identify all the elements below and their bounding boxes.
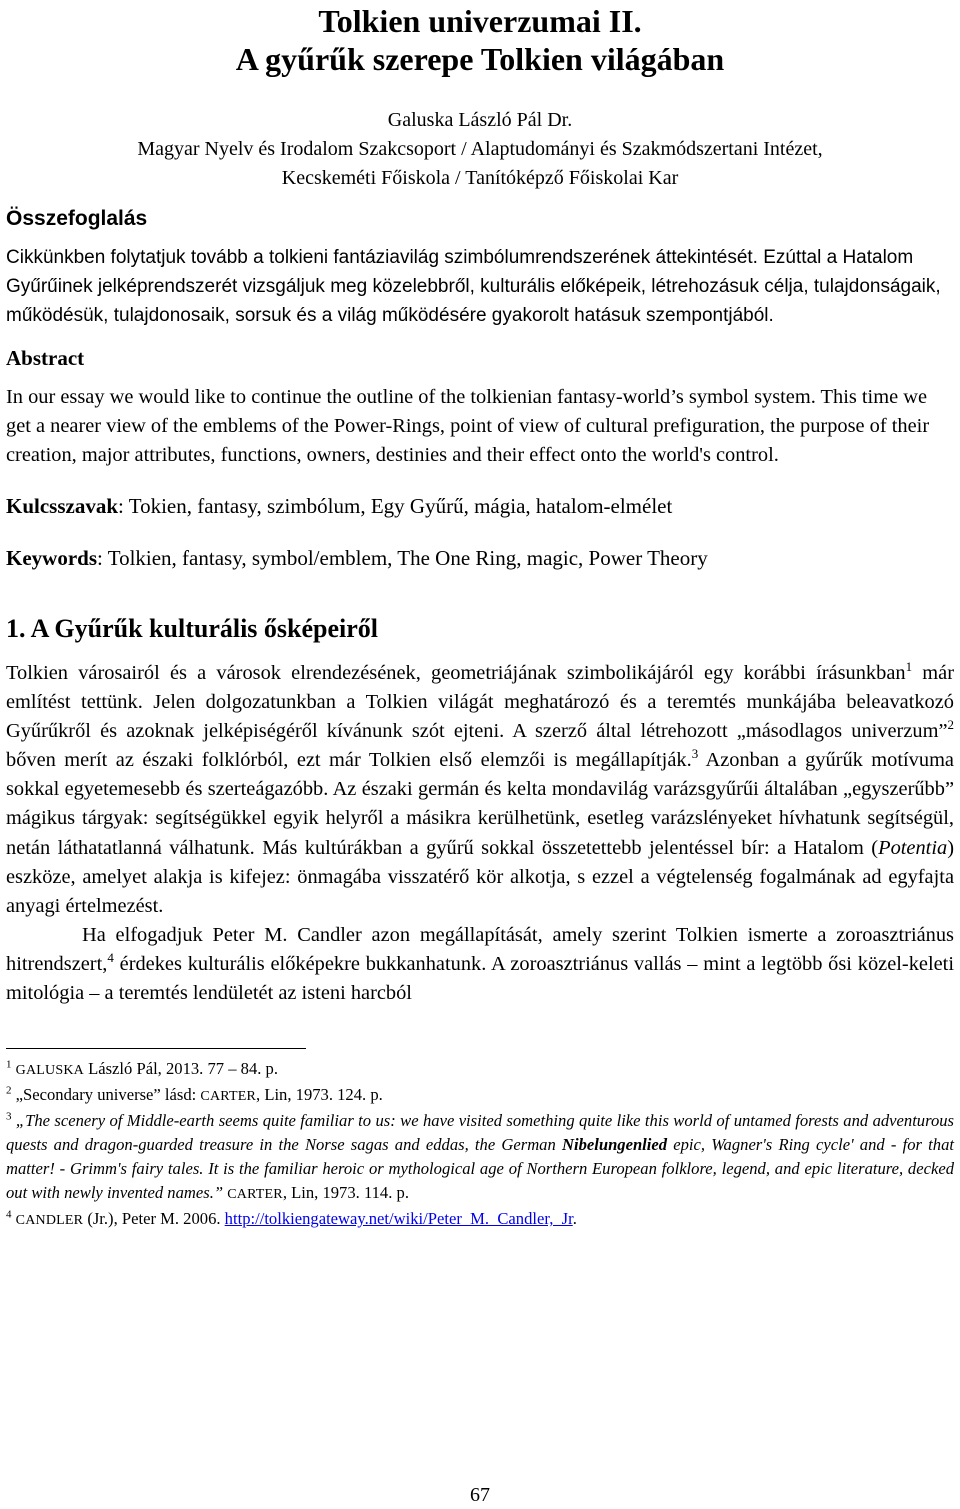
summary-heading: Összefoglalás (6, 207, 148, 230)
footnote-2: $^2$ „Secondary universe” lásd: CARTER, Lin, 1973. 124. p. (6, 1084, 383, 1105)
footnote-4: $^4$ CANDLER (Jr.), Peter M. 2006. http://tolkiengateway.net/wiki/Peter_M._Candler,_Jr. (6, 1208, 577, 1229)
summary-text: Cikkünkben folytatjuk tovább a tolkieni fantáziavilág szimbólumrendszerének áttekintését. Ezúttal a Hatalom Gyűrűinek jelképrendszerét vizsgáljuk meg közelebbről, kulturális előképeik, létrehozásuk célja, tulajdonságaik, működésük, tulajdonosaik, sorsuk és a világ működésére gyakorolt hatásuk szempontjából. (6, 247, 941, 326)
footnote-1: $^1$ GALUSKA László Pál, 2013. 77 – 84. p. (6, 1058, 278, 1079)
abstract-text: In our essay we would like to continue the outline of the tolkienian fantasy-world’s symbol system. This time we get a nearer view of the emblems of the Power-Rings, point of view of cultural prefiguration, the purpose of their creation, major attributes, functions, owners, destinies and their effect onto the world's control. (6, 386, 930, 466)
abstract-heading: Abstract (6, 346, 85, 370)
footnote-ref-3[interactable]: 3 (691, 746, 699, 762)
keywords-en-text: : Tolkien, fantasy, symbol/emblem, The One Ring, magic, Power Theory (97, 546, 708, 570)
candler-link[interactable]: http://tolkiengateway.net/wiki/Peter_M._Candler,_Jr (224, 1209, 573, 1229)
paragraph-2: Ha elfogadjuk Peter M. Candler azon megállapítását, amely szerint Tolkien ismerte a zoroasztriánus hitrendszert,$^4$ érdekes kulturális előképekre bukkanhatunk. A zoroasztriánus vallás – mint a legtöbb ősi közel-keleti mitológia – a teremtés lendületét az isteni harcból (6, 923, 954, 1005)
affiliation-line-2: Kecskeméti Főiskola / Tanítóképző Főiskolai Kar (281, 167, 679, 189)
footnote-3: $^3$ „The scenery of Middle-earth seems quite familiar to us: we have visited something quite like this world of untamed forests and adventurous quests and dragon-guarded treasure in the Norse sagas and eddas, the German Nibelungenlied epic, Wagner's Ring cycle' and - for that matter! - Grimm's fairy tales. It is the familiar heroic or mythological age of Northern European folklore, legend, and epic literature, decked out with newly invented names.” CARTER, Lin, 1973. 114. p. (6, 1110, 954, 1203)
page (6, 0, 954, 1233)
author-name: Galuska László Pál Dr. (387, 109, 573, 131)
paragraph-1: Tolkien városairól és a városok elrendezésének, geometriájának szimbolikájáról egy korábbi írásunkban$^1$ már említést tettünk. Jelen dolgozatunkban a Tolkien világát meghatározó és a teremtés munkájába beleavatkozó Gyűrűkről és azoknak jelképiségéről kívánunk szót ejteni. A szerző által létrehozott „másodlagos univerzum”$^2$ bőven merít az északi folklórból, ezt már Tolkien első elemzői is megállapítják.$^3$ Azonban a gyűrűk motívuma sokkal egyetemesebb és szerteágazóbb. Az északi germán és kelta mondavilág varázsgyűrűi általában „egyszerűbb” mágikus tárgyak: segítségükkel egyik helyről a másikra kerülhetünk, esetleg varázslényeket hívhatunk segítségül, netán láthatatlanná válhatunk. Más kultúrákban a gyűrű sokkal összetettebb jelentéssel bír: a Hatalom (Potentia) eszköze, amelyet alakja is kifejez: önmagába visszatérő kör alkotja, s ezzel a végtelenség fogalmának ad egyfajta anyagi értelmezést. (6, 659, 954, 917)
title-line-2: A gyűrűk szerepe Tolkien világában (235, 41, 725, 77)
keywords-hu-label: Kulcsszavak (6, 494, 119, 518)
keywords-en-label: Keywords (6, 546, 97, 570)
title-line-1: Tolkien univerzumai II. (318, 3, 642, 39)
keywords-hu (6, 492, 954, 521)
section-1-body (6, 659, 954, 1008)
author-block (6, 106, 954, 193)
section-1-heading: 1. A Gyűrűk kulturális ősképeiről (6, 614, 379, 643)
footnote-ref-2[interactable]: 2 (947, 717, 954, 733)
footnote-ref-4[interactable]: 4 (107, 950, 114, 966)
article-title (6, 0, 954, 78)
page-number: 67 (470, 1484, 490, 1506)
affiliation-line-1: Magyar Nyelv és Irodalom Szakcsoport / Alaptudományi és Szakmódszertani Intézet, (137, 138, 823, 160)
keywords-hu-text: : Tokien, fantasy, szimbólum, Egy Gyűrű, mágia, hatalom-elmélet (118, 494, 673, 518)
footnote-ref-1[interactable]: 1 (905, 659, 913, 675)
keywords-en (6, 544, 954, 573)
